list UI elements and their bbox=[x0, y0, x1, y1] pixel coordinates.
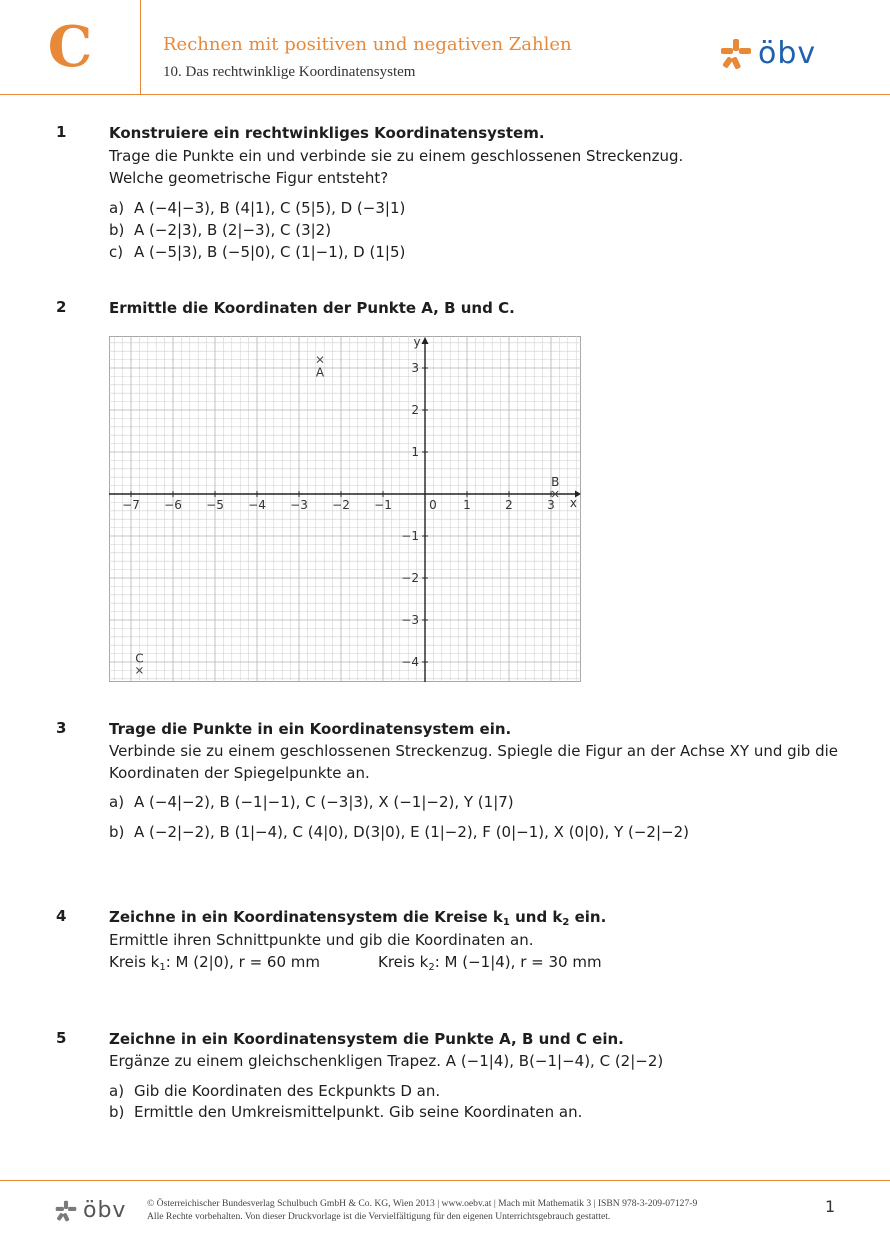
item-label: b) bbox=[109, 221, 125, 239]
task-number: 3 bbox=[56, 719, 67, 737]
item-text: Ermittle den Umkreismittelpunkt. Gib seine Koordinaten an. bbox=[134, 1103, 583, 1121]
item-label: a) bbox=[109, 1082, 125, 1100]
x-tick-label: 2 bbox=[505, 498, 513, 512]
circle-k1-spec: Kreis $k_1$: M (2|0), r = 60 mm bbox=[109, 953, 320, 973]
publisher-logo bbox=[720, 38, 816, 70]
task-text: Trage die Punkte ein und verbinde sie zu einem geschlossenen Streckenzug. bbox=[109, 147, 684, 165]
task-title: Zeichne in ein Koordinatensystem die Punkte A, B und C ein. bbox=[109, 1030, 624, 1048]
item-text: A (−5|3), B (−5|0), C (1|−1), D (1|5) bbox=[134, 243, 406, 261]
task-text: Welche geometrische Figur entsteht? bbox=[109, 169, 389, 187]
circle-k2-spec: Kreis $k_2$: M (−1|4), r = 30 mm bbox=[378, 953, 602, 973]
x-axis-label: x bbox=[569, 496, 577, 510]
x-tick-label: −2 bbox=[332, 498, 350, 512]
star-icon bbox=[55, 1200, 77, 1222]
page-header bbox=[0, 0, 890, 95]
task-number: 4 bbox=[56, 907, 67, 925]
point-label-b: B bbox=[551, 475, 560, 489]
task-title: Zeichne in ein Koordinatensystem die Kreise $k_1$ und $k_2$ ein. bbox=[109, 908, 607, 928]
y-tick-label: 1 bbox=[411, 445, 419, 459]
y-tick-label: 2 bbox=[411, 403, 419, 417]
page-number: 1 bbox=[825, 1197, 836, 1216]
y-tick-label: −1 bbox=[401, 529, 419, 543]
copyright-text: © Österreichischer Bundesverlag Schulbuch GmbH & Co. KG, Wien 2013 | www.oebv.at | Mach mit Mathematik 3 | ISBN 978-3-209-07127-9 Alle Rechte vorbehalten. Von dieser Druckvorlage ist die Vervielfältigung für den eigenen Unterrichtsgebrauch gestattet. bbox=[147, 1198, 698, 1222]
y-tick-label: −4 bbox=[401, 655, 419, 669]
y-tick-label: −3 bbox=[401, 613, 419, 627]
y-axis-label: y bbox=[413, 336, 421, 349]
logo-text: öbv bbox=[83, 1198, 127, 1223]
coordinate-grid-chart bbox=[109, 336, 581, 682]
item-text: A (−2|−2), B (1|−4), C (4|0), D(3|0), E (1|−2), F (0|−1), X (0|0), Y (−2|−2) bbox=[134, 823, 689, 841]
point-label-c: C bbox=[135, 651, 144, 666]
item-text: A (−2|3), B (2|−3), C (3|2) bbox=[134, 221, 332, 239]
task-text: Koordinaten der Spiegelpunkte an. bbox=[109, 764, 370, 782]
star-icon bbox=[720, 38, 752, 70]
x-tick-label: −6 bbox=[164, 498, 182, 512]
item-label: b) bbox=[109, 823, 125, 841]
item-text: Gib die Koordinaten des Eckpunkts D an. bbox=[134, 1082, 441, 1100]
x-tick-label: 3 bbox=[547, 498, 555, 512]
task-item bbox=[109, 198, 405, 218]
origin-label: 0 bbox=[429, 498, 437, 512]
task-item bbox=[109, 822, 689, 842]
item-label: a) bbox=[109, 793, 125, 811]
x-tick-label: −5 bbox=[206, 498, 224, 512]
task-item bbox=[109, 220, 331, 240]
chapter-marker bbox=[0, 0, 141, 94]
y-tick-label: −2 bbox=[401, 571, 419, 585]
x-tick-label: 1 bbox=[463, 498, 471, 512]
task-text: Ergänze zu einem gleichschenkligen Trapez. A (−1|4), B(−1|−4), C (2|−2) bbox=[109, 1052, 664, 1070]
task-item bbox=[109, 242, 405, 262]
y-tick-label: 3 bbox=[411, 361, 419, 375]
task-text: Ermittle ihren Schnittpunkte und gib die Koordinaten an. bbox=[109, 931, 534, 949]
task-number: 1 bbox=[56, 123, 67, 141]
chapter-letter: C bbox=[47, 14, 93, 80]
task-item bbox=[109, 1102, 582, 1122]
x-tick-label: −3 bbox=[290, 498, 308, 512]
task-item bbox=[109, 792, 514, 812]
x-tick-label: −7 bbox=[122, 498, 140, 512]
task-title: Ermittle die Koordinaten der Punkte A, B und C. bbox=[109, 299, 515, 317]
task-number: 5 bbox=[56, 1029, 67, 1047]
item-label: b) bbox=[109, 1103, 125, 1121]
item-label: c) bbox=[109, 243, 124, 261]
point-label-a: A bbox=[315, 365, 325, 380]
task-title: Konstruiere ein rechtwinkliges Koordinatensystem. bbox=[109, 124, 545, 142]
task-number: 2 bbox=[56, 298, 67, 316]
task-title: Trage die Punkte in ein Koordinatensystem ein. bbox=[109, 720, 512, 738]
item-text: A (−4|−3), B (4|1), C (5|5), D (−3|1) bbox=[134, 199, 406, 217]
footer-divider bbox=[0, 1180, 890, 1181]
item-label: a) bbox=[109, 199, 125, 217]
x-tick-label: −1 bbox=[374, 498, 392, 512]
item-text: A (−4|−2), B (−1|−1), C (−3|3), X (−1|−2), Y (1|7) bbox=[134, 793, 514, 811]
task-item bbox=[109, 1081, 440, 1101]
logo-text: öbv bbox=[758, 36, 817, 71]
footer-logo bbox=[55, 1200, 126, 1222]
task-text: Verbinde sie zu einem geschlossenen Streckenzug. Spiegle die Figur an der Achse XY und gib die bbox=[109, 742, 839, 760]
x-tick-label: −4 bbox=[248, 498, 266, 512]
chapter-title: Rechnen mit positiven und negativen Zahlen bbox=[163, 34, 572, 55]
section-title: 10. Das rechtwinklige Koordinatensystem bbox=[163, 64, 416, 80]
